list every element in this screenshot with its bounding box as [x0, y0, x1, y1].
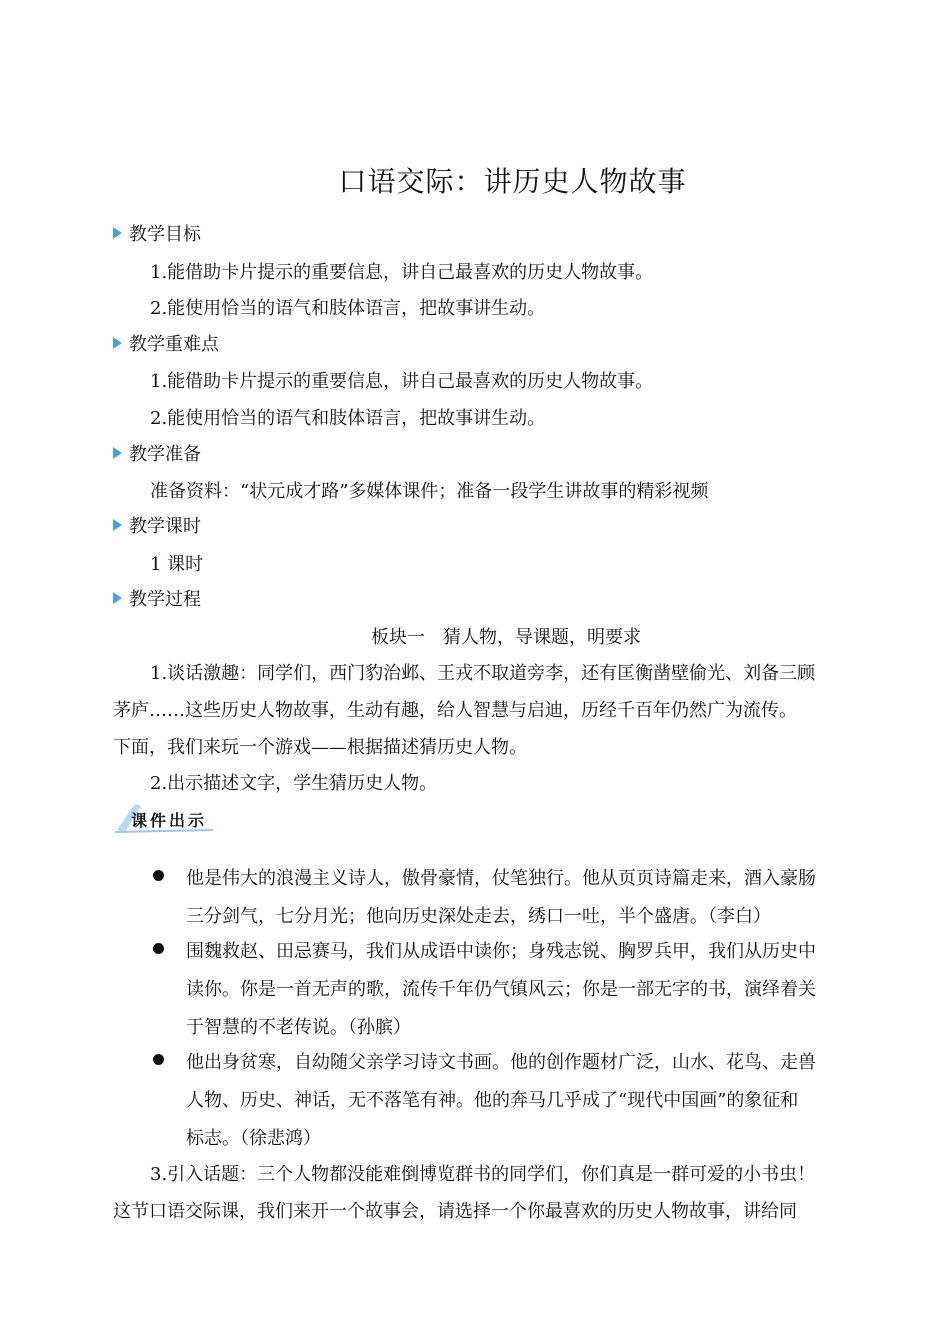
paragraph-line: 下面，我们来玩一个游戏——根据描述猜历史人物。: [113, 737, 527, 758]
bullet-dot-icon: [153, 870, 164, 881]
bullet-text-line: 三分剑气，七分月光；他向历史深处走去，绣口一吐，半个盛唐。（李白）: [186, 906, 771, 927]
triangle-bullet-icon: [113, 337, 122, 349]
duration-text: 1 课时: [150, 554, 204, 575]
paragraph-line: 这节口语交际课，我们来开一个故事会，请选择一个你最喜欢的历史人物故事，讲给同: [113, 1201, 797, 1222]
paragraph-line: 2.出示描述文字，学生猜历史人物。: [150, 773, 438, 794]
bullet-text-line: 读你。你是一首无声的歌，流传千年仍气镇风云；你是一部无字的书，演绎着关: [186, 979, 816, 1000]
section-label: 教学重难点: [129, 334, 219, 355]
section-heading-duration: [113, 512, 201, 538]
section-label: 教学课时: [129, 516, 201, 537]
preparation-text: 准备资料：“状元成才路”多媒体课件；准备一段学生讲故事的精彩视频: [150, 481, 709, 502]
paragraph-line: 1.谈话激趣：同学们，西门豹治邺、王戎不取道旁李，还有匡衡凿壁偷光、刘备三顾: [150, 663, 816, 684]
triangle-bullet-icon: [113, 447, 122, 459]
section-label: 教学目标: [129, 224, 201, 245]
bullet-text-line: 于智慧的不老传说。（孙膑）: [186, 1017, 411, 1038]
section-heading-preparation: [113, 440, 201, 466]
triangle-bullet-icon: [113, 227, 122, 239]
section-label: 教学过程: [129, 589, 201, 610]
triangle-bullet-icon: [113, 519, 122, 531]
bullet-text-line: 他出身贫寒，自幼随父亲学习诗文书画。他的创作题材广泛，山水、花鸟、走兽: [186, 1052, 816, 1073]
section-heading-key-points: [113, 330, 219, 356]
paragraph-line: 茅庐……这些历史人物故事，生动有趣，给人智慧与启迪，历经千百年仍然广为流传。: [113, 700, 797, 721]
goal-item: 2.能使用恰当的语气和肢体语言，把故事讲生动。: [150, 298, 546, 319]
bullet-dot-icon: [153, 943, 164, 954]
goal-item: 1.能借助卡片提示的重要信息，讲自己最喜欢的历史人物故事。: [150, 262, 654, 283]
section-label: 教学准备: [129, 444, 201, 465]
paragraph-line: 3.引入话题：三个人物都没能难倒博览群书的同学们，你们真是一群可爱的小书虫！: [150, 1164, 816, 1185]
courseware-badge: [113, 800, 223, 834]
badge-label: 课件出示: [131, 811, 208, 830]
triangle-bullet-icon: [113, 592, 122, 604]
bullet-dot-icon: [153, 1054, 164, 1065]
section-heading-goals: [113, 220, 201, 246]
bullet-text-line: 围魏救赵、田忌赛马，我们从成语中读你；身残志锐、胸罗兵甲，我们从历史中: [186, 941, 816, 962]
bullet-text-line: 人物、历史、神话，无不落笔有神。他的奔马几乎成了“现代中国画”的象征和: [186, 1090, 799, 1111]
page-title: 口语交际：讲历史人物故事: [338, 165, 687, 198]
key-point-item: 2.能使用恰当的语气和肢体语言，把故事讲生动。: [150, 408, 546, 429]
block-heading: 板块一 猜人物，导课题，明要求: [371, 627, 641, 648]
bullet-text-line: 他是伟大的浪漫主义诗人，傲骨豪情，仗笔独行。他从页页诗篇走来，酒入豪肠: [186, 868, 816, 889]
key-point-item: 1.能借助卡片提示的重要信息，讲自己最喜欢的历史人物故事。: [150, 371, 654, 392]
bullet-text-line: 标志。（徐悲鸿）: [186, 1128, 321, 1149]
section-heading-process: [113, 585, 201, 611]
